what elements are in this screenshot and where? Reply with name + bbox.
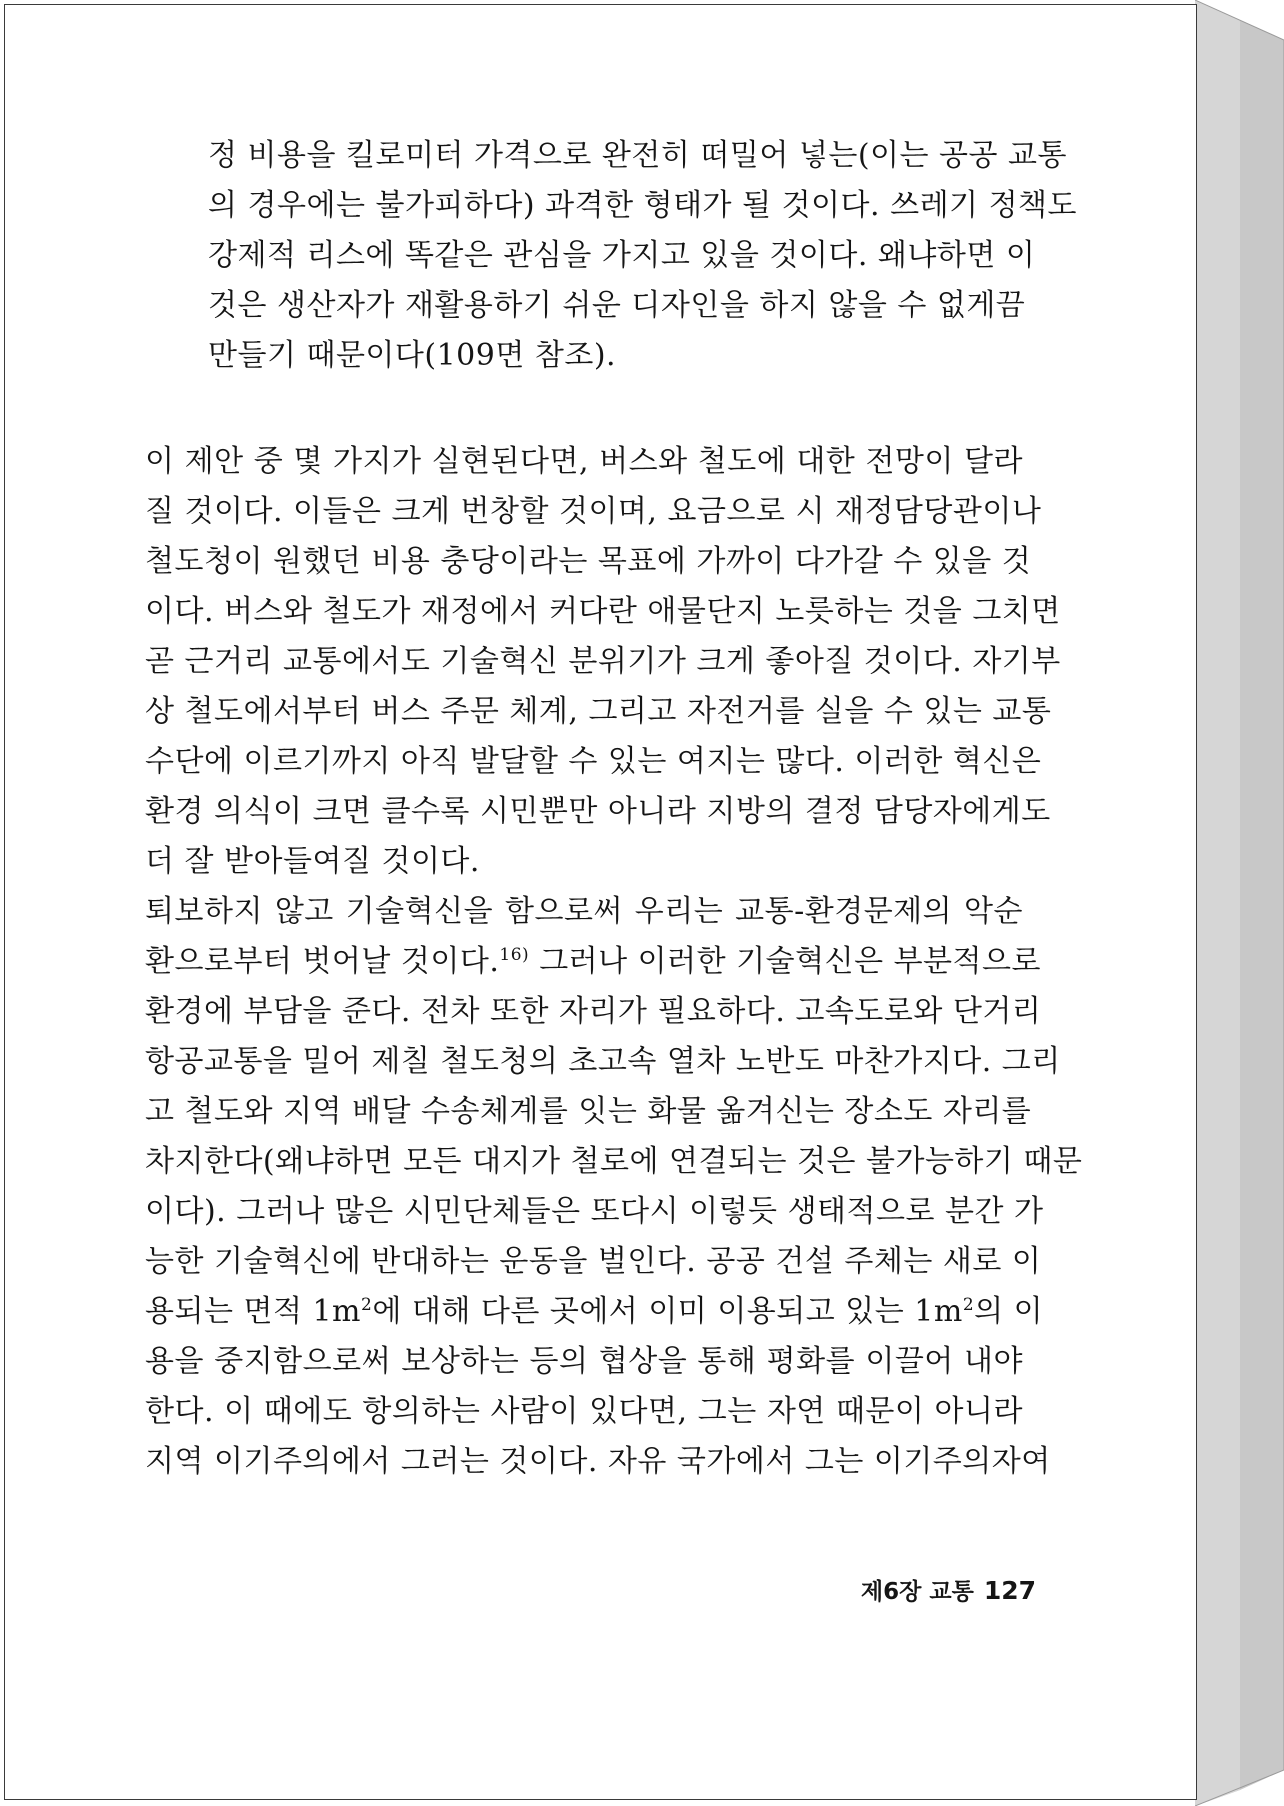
superscript: 2 bbox=[962, 1295, 975, 1315]
superscript: 2 bbox=[361, 1295, 373, 1315]
book-edge-shadow bbox=[1195, 0, 1284, 1806]
body-paragraphs bbox=[145, 437, 1083, 1487]
body-line: 환경에 부담을 준다. 전차 또한 자리가 필요하다. 고속도로와 단거리 bbox=[145, 994, 1042, 1029]
body-line: 항공교통을 밀어 제칠 철도청의 초고속 열차 노반도 마찬가지다. 그리 bbox=[145, 1044, 1061, 1079]
body-line-head: 환으로부터 벗어날 것이다. bbox=[145, 944, 500, 979]
quote-line-last: 만들기 때문이다(109면 참조). bbox=[208, 338, 617, 373]
body-line: 곧 근거리 교통에서도 기술혁신 분위기가 크게 좋아질 것이다. 자기부 bbox=[145, 644, 1061, 679]
body-line: 퇴보하지 않고 기술혁신을 함으로써 우리는 교통-환경문제의 악순 bbox=[145, 894, 1023, 929]
chapter-title: 제6장 교통 bbox=[860, 1579, 974, 1605]
body-line-head: 용되는 면적 1m bbox=[145, 1294, 362, 1329]
body-line-tail: 의 이 bbox=[974, 1294, 1044, 1329]
page-footer bbox=[861, 1573, 1036, 1606]
quote-line: 것은 생산자가 재활용하기 쉬운 디자인을 하지 않을 수 없게끔 bbox=[208, 288, 1026, 323]
body-line-with-footnote bbox=[145, 937, 1041, 987]
body-line: 용을 중지함으로써 보상하는 등의 협상을 통해 평화를 이끌어 내야 bbox=[145, 1344, 1023, 1379]
body-line-mid: 에 대해 다른 곳에서 이미 이용되고 있는 1m bbox=[372, 1294, 963, 1329]
body-line: 이다). 그러나 많은 시민단체들은 또다시 이렇듯 생태적으로 분간 가 bbox=[145, 1194, 1044, 1229]
body-line: 지역 이기주의에서 그러는 것이다. 자유 국가에서 그는 이기주의자여 bbox=[145, 1444, 1051, 1479]
body-line: 고 철도와 지역 배달 수송체계를 잇는 화물 옮겨신는 장소도 자리를 bbox=[145, 1094, 1032, 1129]
body-line: 능한 기술혁신에 반대하는 운동을 벌인다. 공공 건설 주체는 새로 이 bbox=[145, 1244, 1042, 1279]
indented-quote bbox=[208, 131, 1078, 381]
body-line: 철도청이 원했던 비용 충당이라는 목표에 가까이 다가갈 수 있을 것 bbox=[145, 544, 1032, 579]
body-line-with-superscripts bbox=[145, 1287, 1044, 1337]
body-line: 상 철도에서부터 버스 주문 체계, 그리고 자전거를 실을 수 있는 교통 bbox=[145, 694, 1052, 729]
quote-line: 정 비용을 킬로미터 가격으로 완전히 떠밀어 넣는(이는 공공 교통 bbox=[208, 138, 1067, 173]
body-line: 수단에 이르기까지 아직 발달할 수 있는 여지는 많다. 이러한 혁신은 bbox=[145, 744, 1042, 779]
page-sheet bbox=[4, 4, 1197, 1800]
body-line: 질 것이다. 이들은 크게 번창할 것이며, 요금으로 시 재정담당관이나 bbox=[145, 494, 1042, 529]
body-line: 한다. 이 때에도 항의하는 사람이 있다면, 그는 자연 때문이 아니라 bbox=[145, 1394, 1023, 1429]
body-line: 이다. 버스와 철도가 재정에서 커다란 애물단지 노릇하는 것을 그치면 bbox=[145, 594, 1061, 629]
quote-line: 강제적 리스에 똑같은 관심을 가지고 있을 것이다. 왜냐하면 이 bbox=[208, 238, 1036, 273]
body-line-paragraph-end: 더 잘 받아들여질 것이다. bbox=[145, 844, 480, 879]
quote-line: 의 경우에는 불가피하다) 과격한 형태가 될 것이다. 쓰레기 정책도 bbox=[208, 188, 1078, 223]
footnote-reference[interactable]: 16) bbox=[499, 945, 530, 965]
body-line-tail: 그러나 이러한 기술혁신은 부분적으로 bbox=[529, 944, 1041, 979]
body-line: 차지한다(왜냐하면 모든 대지가 철로에 연결되는 것은 불가능하기 때문 bbox=[145, 1144, 1083, 1179]
body-line: 환경 의식이 크면 클수록 시민뿐만 아니라 지방의 결정 담당자에게도 bbox=[145, 794, 1051, 829]
page-number: 127 bbox=[983, 1576, 1036, 1605]
body-line: 이 제안 중 몇 가지가 실현된다면, 버스와 철도에 대한 전망이 달라 bbox=[145, 444, 1023, 479]
